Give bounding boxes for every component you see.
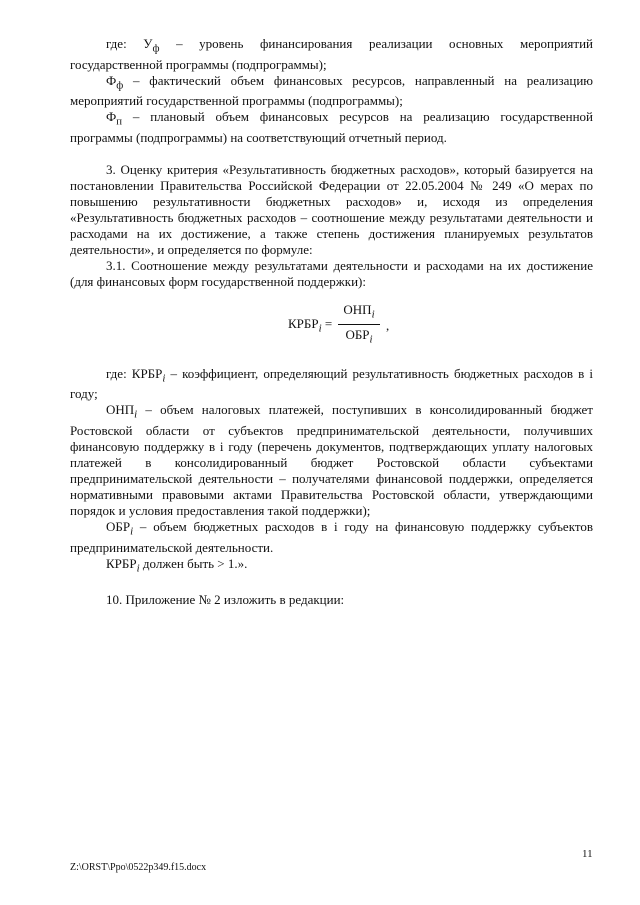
definition-obr: $ОБР_i$ – объем бюджетных расходов в i году на финансовую поддержку субъектов предпринимательской деятельности. [70,518,593,555]
condition-krbr: $КРБР_i$ должен быть > 1.». [106,555,248,575]
formula-tail: , [386,317,390,333]
definition-fp: $Ф_п$ – плановый объем финансовых ресурсов на реализацию государственной программы (подпрограммы) на соответствующий отчетный период. [70,109,593,145]
criterion-paragraph: 3. Оценку критерия «Результативность бюджетных расходов», который базируется на постановлении Правительства Российской Федерации от 22.05.2004 № 249 «О мерах по повышению результативности бюджетных расходов» и, исходя из определения «Результативность бюджетных расходов – соотношение между результатами деятельности и расходами на их достижение, а также степень достижения планируемых результатов деятельности», и определяется по формуле: [70,161,593,257]
formula-numerator: $ОНП_i$ [338,302,380,326]
page-number: 11 [582,848,593,860]
definition-krbr: где: $КРБР_i$ – коэффициент, определяющий результативность бюджетных расходов в i году; [70,365,593,402]
item-10: 10. Приложение № 2 изложить в редакции: [106,592,345,608]
document-body [70,36,593,608]
formula-fraction [338,302,380,348]
file-path-footer: Z:\ORST\Ppo\0522p349.f15.docx [70,862,207,873]
definition-onp: $ОНП_i$ – объем налоговых платежей, поступивших в консолидированный бюджет Ростовской области от субъектов предпринимательской деятельности, получивших финансовую поддержку в i году (перечень документов, подтверждающих уплату налоговых платежей в консолидированный бюджет Ростовской области субъектами предпринимательской деятельности – получателями финансовой поддержки, определяется нормативными правовыми актами Правительства Ростовской области, утверждающими порядок и условия предоставления такой поддержки); [70,402,593,518]
sub-paragraph-3-1: 3.1. Соотношение между результатами деятельности и расходами на их достижение (для финансовых форм государственной поддержки): [70,257,593,289]
definition-ff: $Ф_ф$ – фактический объем финансовых ресурсов, направленный на реализацию мероприятий государственной программы (подпрограммы); [70,72,593,109]
formula-lhs: $КРБР_i$ = [288,315,333,335]
definition-uf: где: $У_ф$ – уровень финансирования реализации основных мероприятий государственной программы (подпрограммы); [70,36,593,72]
formula-denominator: $ОБР_i$ [345,327,373,346]
formula-krbr [70,300,593,352]
